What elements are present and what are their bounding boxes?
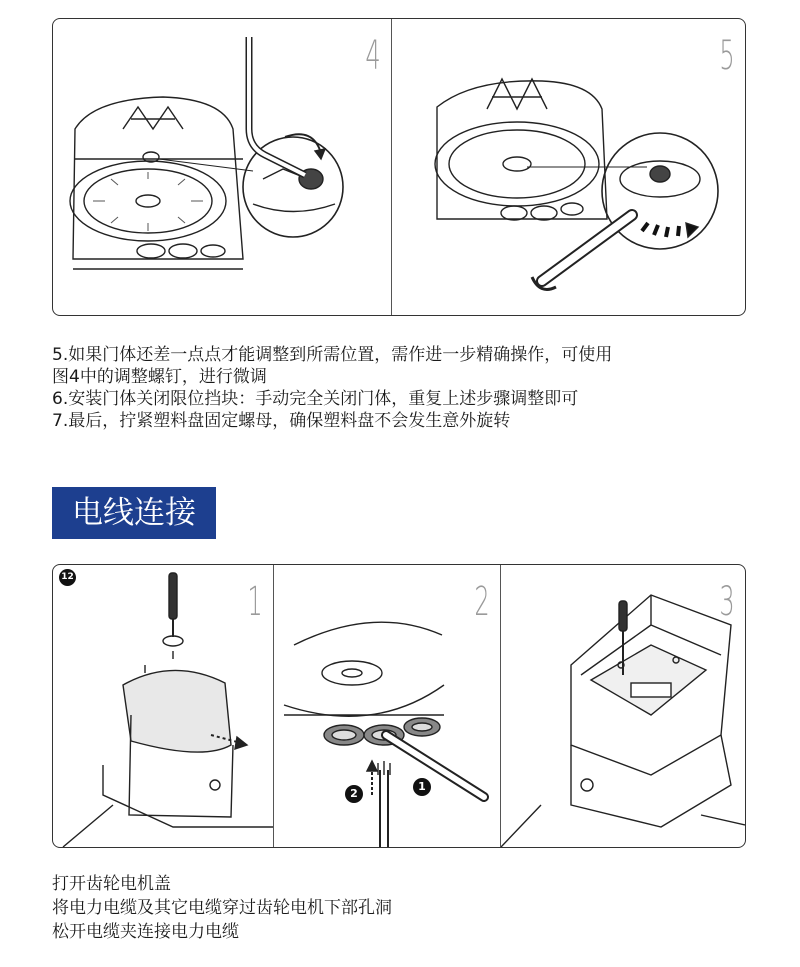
panel-number-1: 1 — [246, 579, 261, 625]
bottom-illustration-group — [52, 564, 746, 848]
power-cable-connection-illustration — [501, 565, 745, 847]
wiring-step-line: 打开齿轮电机盖 — [52, 874, 171, 894]
top-illustration-group — [52, 18, 746, 316]
panel-number-4: 4 — [364, 33, 379, 79]
illustration-panel-3 — [501, 565, 745, 847]
cable-routing-illustration — [274, 565, 500, 847]
wiring-step-line: 松开电缆夹连接电力电缆 — [52, 922, 239, 942]
instruction-line: 7.最后，拧紧塑料盘固定螺母，确保塑料盘不会发生意外旋转 — [52, 411, 511, 431]
panel-number-3: 3 — [718, 579, 733, 625]
callout-2: 2 — [350, 787, 358, 800]
panel-number-5: 5 — [718, 33, 733, 79]
instruction-line: 图4中的调整螺钉，进行微调 — [52, 367, 267, 387]
instruction-line: 6.安装门体关闭限位挡块：手动完全关闭门体，重复上述步骤调整即可 — [52, 389, 579, 409]
illustration-panel-1 — [53, 565, 273, 847]
instruction-line: 5.如果门体还差一点点才能调整到所需位置，需作进一步精确操作，可使用 — [52, 345, 613, 365]
section-title: 电线连接 — [52, 487, 216, 539]
illustration-panel-5 — [392, 19, 745, 315]
illustration-panel-2 — [274, 565, 500, 847]
plastic-disc-nut-illustration — [392, 19, 745, 315]
illustration-panel-4 — [53, 19, 391, 315]
wiring-steps — [52, 872, 652, 944]
callout-1: 1 — [418, 780, 426, 793]
panel-number-2: 2 — [473, 579, 488, 625]
adjustment-instructions — [52, 344, 752, 432]
figure-number-badge: 12 — [59, 569, 76, 586]
open-motor-cover-illustration — [53, 565, 273, 847]
adjustment-screw-illustration — [53, 19, 391, 315]
wiring-step-line: 将电力电缆及其它电缆穿过齿轮电机下部孔洞 — [52, 898, 392, 918]
